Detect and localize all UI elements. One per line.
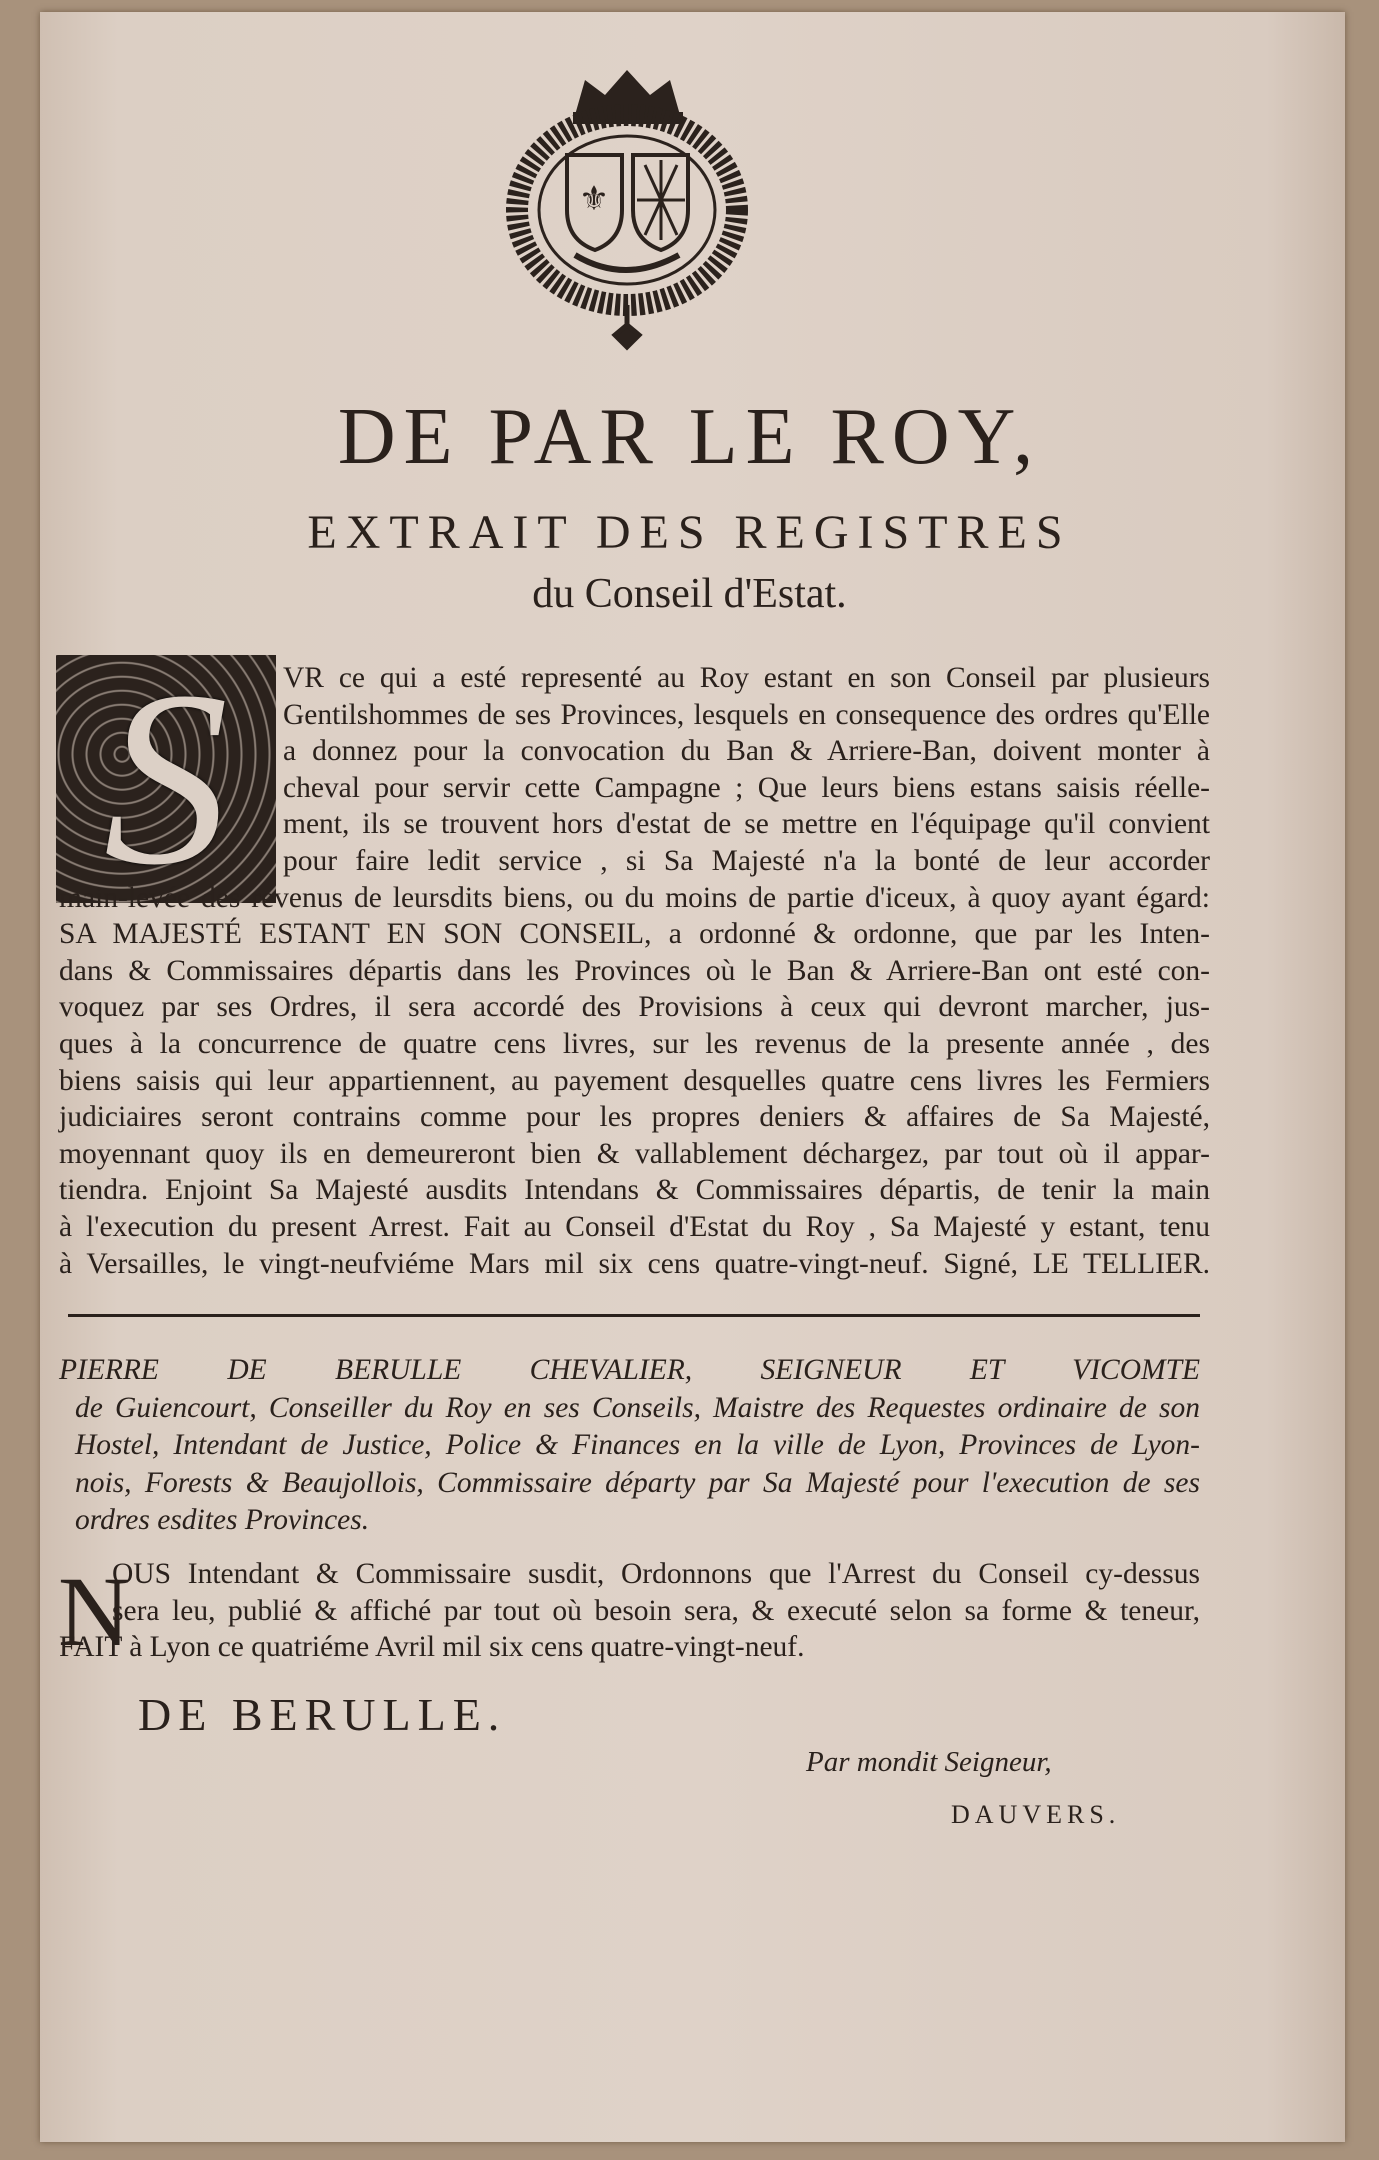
text-line: main-levée des revenus de leursdits biens, ou du moins de partie d'iceux, à quoy ayant égard: — [59, 881, 1210, 914]
text-line: ques à la concurrence de quatre cens livres, sur les revenus de la presente année , des — [59, 1028, 1210, 1060]
text-line: moyennant quoy ils en demeureront bien & vallablement déchargez, par tout où il appar- — [59, 1137, 1210, 1170]
ornamental-drop-cap — [56, 655, 276, 903]
text-line: de Guiencourt, Conseiller du Roy en ses Conseils, Maistre des Requestes ordinaire de son — [75, 1391, 1200, 1424]
council-subtitle: du Conseil d'Estat. — [532, 571, 847, 617]
text-line: judiciaires seront contrains comme pour les propres deniers & affaires de Sa Majesté, — [59, 1101, 1210, 1134]
countersign-name: DAUVERS. — [951, 1800, 1121, 1829]
text-line: SA MAJESTÉ ESTANT EN SON CONSEIL, a ordonné & ordonne, que par les Inten- — [59, 918, 1210, 951]
text-line: cheval pour servir cette Campagne ; Que leurs biens estans saisis réelle- — [283, 771, 1210, 804]
text-line: ment, ils se trouvent hors d'estat de se mettre en l'équipage qu'il convient — [283, 808, 1210, 841]
text-line: OUS Intendant & Commissaire susdit, Ordonnons que l'Arrest du Conseil cy-dessus — [112, 1558, 1200, 1590]
text-line: à Versailles, le vingt-neufviéme Mars mil six cens quatre-vingt-neuf. Signé, LE TELLIER. — [59, 1247, 1210, 1280]
svg-text:⚜: ⚜ — [578, 181, 610, 218]
text-line: sera leu, publié & affiché par tout où besoin sera, & executé selon sa forme & teneur, — [112, 1594, 1200, 1627]
registry-subtitle: EXTRAIT DES REGISTRES — [307, 506, 1072, 559]
royal-coat-of-arms-icon — [505, 60, 750, 360]
text-line: Hostel, Intendant de Justice, Police & Finances en la ville de Lyon, Provinces de Lyon- — [75, 1429, 1200, 1461]
text-line: nois, Forests & Beaujollois, Commissaire départy par Sa Majesté pour l'execution de ses — [75, 1466, 1200, 1499]
text-line: dans & Commissaires départis dans les Provinces où le Ban & Arriere-Ban ont esté con- — [59, 954, 1210, 987]
text-line: ordres esdites Provinces. — [75, 1504, 370, 1536]
text-line: tiendra. Enjoint Sa Majesté ausdits Intendans & Commissaires départis, de tenir la main — [59, 1174, 1210, 1207]
text-line: Gentilshommes de ses Provinces, lesquels en consequence des ordres qu'Elle — [283, 698, 1210, 731]
countersign-label: Par mondit Seigneur, — [806, 1746, 1052, 1778]
text-line: voquez par ses Ordres, il sera accordé des Provisions à ceux qui devront marcher, jus- — [59, 991, 1210, 1024]
text-line: à l'execution du present Arrest. Fait au Conseil d'Estat du Roy , Sa Majesté y estant, tenu — [59, 1211, 1210, 1243]
signature-berulle: DE BERULLE. — [138, 1689, 507, 1740]
text-line: FAIT à Lyon ce quatriéme Avril mil six cens quatre-vingt-neuf. — [59, 1631, 805, 1663]
text-line: VR ce qui a esté representé au Roy estant en son Conseil par plusieurs — [283, 662, 1210, 694]
section-divider — [68, 1314, 1200, 1317]
nous-initial: N — [58, 1556, 131, 1667]
text-line: biens saisis qui leur appartiennent, au payement desquelles quatre cens livres les Fermiers — [59, 1064, 1210, 1097]
text-line: PIERRE DE BERULLE CHEVALIER, SEIGNEUR ET VICOMTE — [59, 1354, 1200, 1386]
text-line: a donnez pour la convocation du Ban & Arriere-Ban, doivent monter à — [283, 735, 1210, 768]
text-line: pour faire ledit service , si Sa Majesté n'a la bonté de leur accorder — [283, 845, 1210, 877]
proclamation-title: DE PAR LE ROY, — [337, 393, 1042, 481]
drop-cap-letter: S — [103, 655, 229, 903]
